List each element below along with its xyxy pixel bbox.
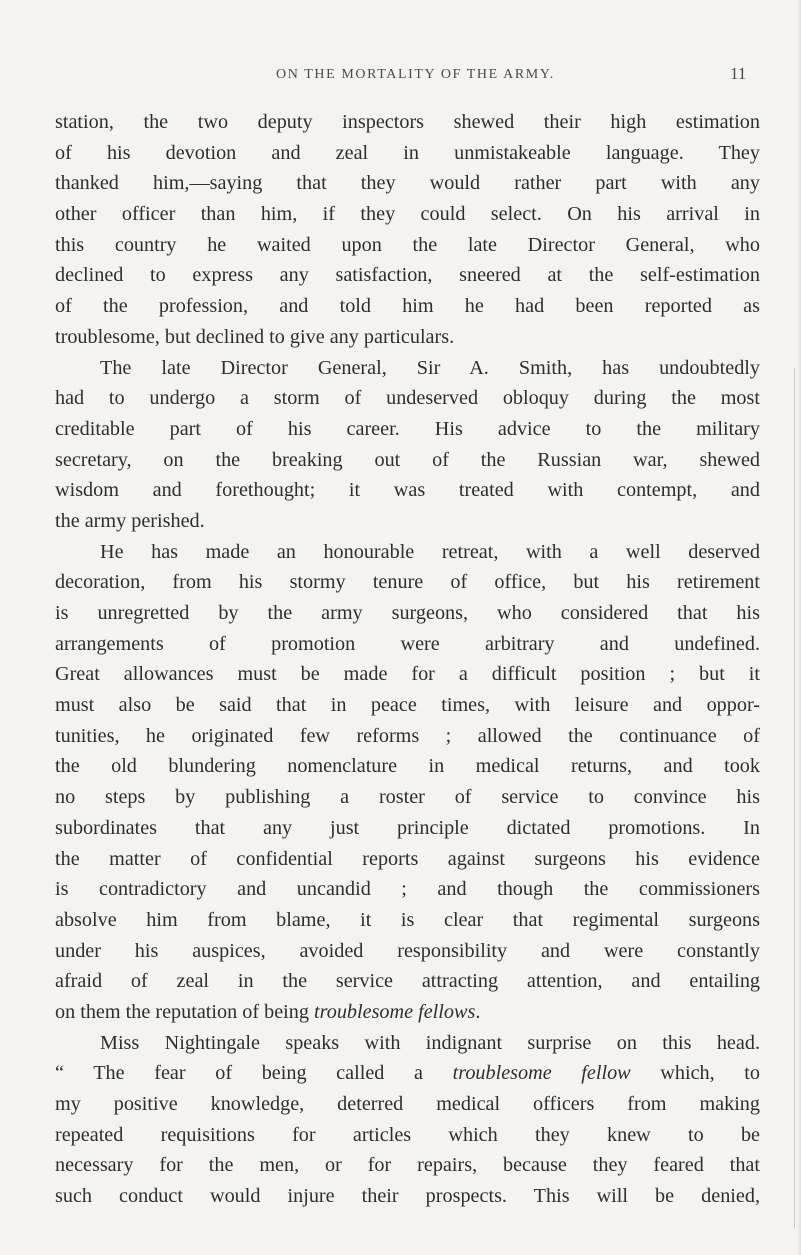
text-line: absolve him from blame, it is clear that regimental surgeons — [55, 908, 760, 931]
text-line: declined to express any satisfaction, sneered at the self-estimation — [55, 264, 760, 287]
text-line: the army perished. — [55, 509, 205, 532]
text-line: this country he waited upon the late Director General, who — [55, 233, 760, 256]
text-line: such conduct would injure their prospects. This will be denied, — [55, 1185, 760, 1208]
text-line: the matter of confidential reports against surgeons his evidence — [55, 847, 760, 870]
text-line: is unregretted by the army surgeons, who considered that his — [55, 602, 760, 624]
text-line: had to undergo a storm of undeserved obloquy during the most — [55, 387, 760, 410]
page-number: 11 — [730, 64, 747, 83]
text-line: of the profession, and told him he had been reported as — [55, 295, 760, 318]
text-line: arrangements of promotion were arbitrary and undefined. — [55, 632, 760, 655]
text-line: the old blundering nomenclature in medical returns, and took — [55, 755, 760, 778]
text-line: is contradictory and uncandid ; and though the commissioners — [55, 878, 760, 901]
text-line: other officer than him, if they could select. On his arrival in — [55, 203, 760, 226]
text-line: Great allowances must be made for a difficult position ; but it — [55, 663, 760, 686]
text-line: tunities, he originated few reforms ; allowed the continuance of — [55, 724, 760, 747]
text-line: must also be said that in peace times, with leisure and oppor- — [55, 694, 760, 717]
italic-phrase: troublesome fellows — [314, 1000, 476, 1023]
text-line: troublesome, but declined to give any particulars. — [55, 325, 455, 348]
text-line: The late Director General, Sir A. Smith, has undoubtedly — [100, 356, 760, 379]
page-edge — [797, 0, 801, 1255]
text-line: decoration, from his stormy tenure of office, but his retirement — [55, 571, 760, 594]
page-edge-shadow — [794, 368, 795, 1228]
text-line: wisdom and forethought; it was treated with contempt, and — [55, 479, 760, 502]
text-line: under his auspices, avoided responsibility and were constantly — [55, 939, 760, 962]
text-line: He has made an honourable retreat, with a well deserved — [100, 540, 760, 563]
text-line — [55, 1058, 760, 1089]
running-header: ON THE MORTALITY OF THE ARMY. — [276, 67, 555, 82]
text-line: station, the two deputy inspectors shewed their high estimation — [55, 111, 760, 133]
text-line: my positive knowledge, deterred medical officers from making — [55, 1093, 760, 1115]
text-line: repeated requisitions for articles which they knew to be — [55, 1123, 760, 1146]
italic-phrase: troublesome fellow — [452, 1062, 631, 1085]
text-run: which, to — [630, 1062, 761, 1085]
text-line: Miss Nightingale speaks with indignant surprise on this head. — [100, 1031, 760, 1054]
text-line: of his devotion and zeal in unmistakeable language. They — [55, 141, 760, 164]
text-line: necessary for the men, or for repairs, because they feared that — [55, 1154, 760, 1177]
text-line: subordinates that any just principle dictated promotions. In — [55, 816, 760, 839]
text-line: secretary, on the breaking out of the Russian war, shewed — [55, 448, 760, 471]
text-line: afraid of zeal in the service attracting attention, and entailing — [55, 970, 760, 993]
body-text — [55, 107, 760, 1212]
text-line: creditable part of his career. His advice to the military — [55, 417, 760, 440]
text-run: . — [475, 1000, 481, 1023]
text-run: “ The fear of being called a — [55, 1062, 453, 1085]
text-line: no steps by publishing a roster of service to convince his — [55, 786, 760, 809]
text-line: thanked him,—saying that they would rather part with any — [55, 172, 760, 195]
text-line — [55, 997, 760, 1028]
text-run: on them the reputation of being — [55, 1000, 315, 1023]
